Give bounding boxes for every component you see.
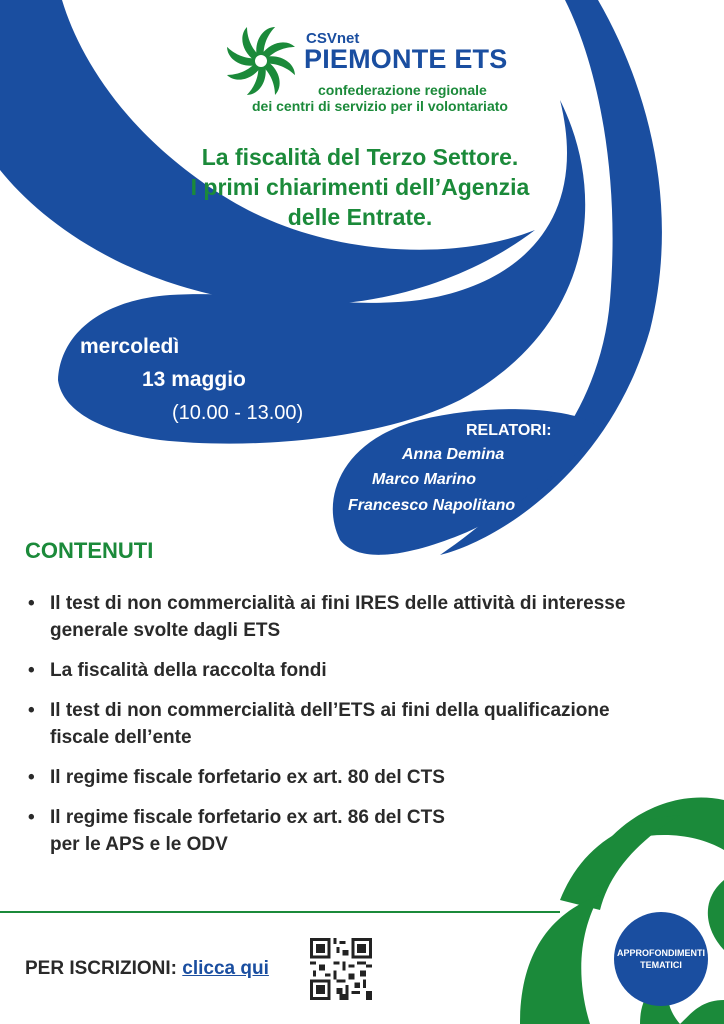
list-item-text: Il regime fiscale forfetario ex art. 80 del CTS xyxy=(50,767,445,788)
thematic-badge xyxy=(614,912,708,1006)
event-title xyxy=(150,142,570,232)
badge-line-1: APPROFONDIMENTI xyxy=(616,948,705,958)
bullet-icon: • xyxy=(28,593,35,614)
list-item-text: La fiscalità della raccolta fondi xyxy=(50,660,327,681)
event-day: mercoledì xyxy=(80,335,180,358)
badge-line-2: TEMATICI xyxy=(640,960,682,970)
register-link[interactable]: clicca qui xyxy=(182,958,269,979)
title-line-2: I primi chiarimenti dell’Agenzia xyxy=(190,174,530,200)
bullet-icon: • xyxy=(28,807,35,828)
bullet-icon: • xyxy=(28,767,35,788)
contents-list xyxy=(26,590,724,871)
logo-subtitle-2: dei centri di servizio per il volontariato xyxy=(252,98,508,114)
csvnet-flower-icon xyxy=(222,22,300,100)
list-item xyxy=(26,657,724,684)
list-item-text: Il test di non commercialità dell’ETS ai fini della qualificazione fiscale dell’ente xyxy=(50,700,610,748)
logo-subtitle-1: confederazione regionale xyxy=(318,82,487,98)
speaker-name: Anna Demina xyxy=(402,446,505,463)
event-date: 13 maggio xyxy=(142,368,246,391)
list-item xyxy=(26,764,724,791)
registration-label: PER ISCRIZIONI: xyxy=(25,958,178,979)
footer-divider xyxy=(0,911,560,913)
speakers-heading: RELATORI: xyxy=(466,422,552,439)
title-line-1: La fiscalità del Terzo Settore. xyxy=(201,144,519,170)
qr-code-icon[interactable] xyxy=(310,938,372,1000)
logo-block xyxy=(222,22,512,118)
list-item xyxy=(26,590,724,644)
logo-piemonte-label: PIEMONTE ETS xyxy=(304,44,508,74)
speaker-name: Francesco Napolitano xyxy=(348,497,516,514)
list-item-text: Il regime fiscale forfetario ex art. 86 del CTS per le APS e le ODV xyxy=(50,807,445,855)
registration-line xyxy=(25,958,269,980)
list-item-text: Il test di non commercialità ai fini IRES delle attività di interesse generale svolte dagli ETS xyxy=(50,593,626,641)
bullet-icon: • xyxy=(28,700,35,721)
contents-heading: CONTENUTI xyxy=(25,538,154,563)
logo-csvnet-label: CSVnet xyxy=(306,30,360,47)
bullet-icon: • xyxy=(28,660,35,681)
title-line-3: delle Entrate. xyxy=(287,204,433,230)
list-item xyxy=(26,804,724,858)
speaker-name: Marco Marino xyxy=(372,471,477,488)
event-time: (10.00 - 13.00) xyxy=(172,402,304,424)
list-item xyxy=(26,697,724,751)
